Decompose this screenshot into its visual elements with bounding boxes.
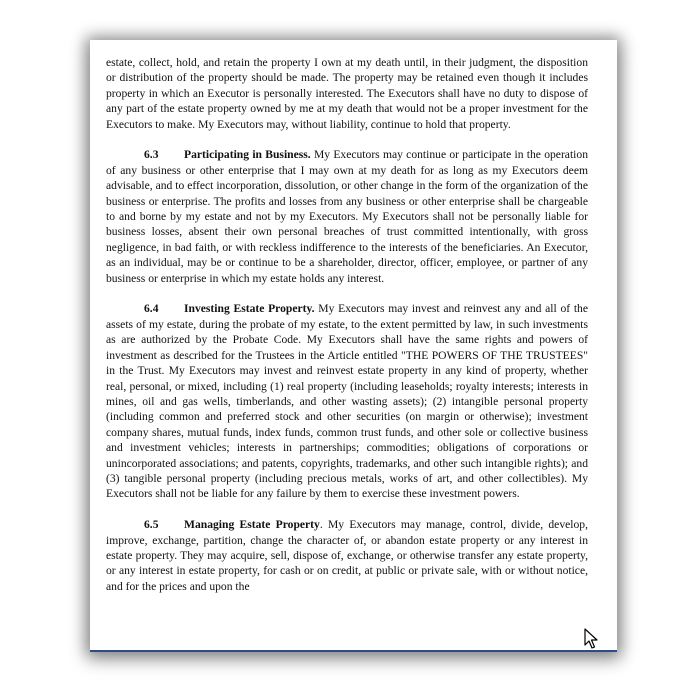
section-6-3 xyxy=(106,147,588,286)
document-body xyxy=(106,55,588,610)
page-bottom-rule xyxy=(90,650,617,652)
section-number: 6.5 xyxy=(144,518,159,532)
section-title: Investing Estate Property. xyxy=(184,302,315,316)
section-body: My Executors may continue or participate in the operation of any business or other enterprise that I may own at my death for as long as my Executors deem advisable, and to effect incorporation, dissolution, or other change in the form of the organization of the business or enterprise. The profits and losses from any business or other enterprise shall be chargeable to and borne by my estate and not by my Executors. My Executors shall not be personally liable for business losses, absent their own personal breaches of trust committed intentionally, with gross negligence, in bad faith, or with reckless indifference to the interests of the beneficiaries. An Executor, as an individual, may be or continue to be a shareholder, director, officer, employee, or partner of any business or enterprise in which my estate holds any interest. xyxy=(106,148,588,285)
section-6-4 xyxy=(106,301,588,501)
opening-paragraph: estate, collect, hold, and retain the property I own at my death until, in their judgment, the disposition or distribution of the property should be made. The property may be retained even though it includes property in which an Executor is personally interested. The Executors shall have no duty to dispose of any part of the estate property owned by me at my death that would not be a proper investment for the Executors to make. My Executors may, without liability, continue to hold that property. xyxy=(106,56,588,131)
section-number: 6.3 xyxy=(144,148,159,162)
document-page xyxy=(90,40,617,652)
section-title: Managing Estate Property xyxy=(184,518,320,532)
section-body: My Executors may invest and reinvest any and all of the assets of my estate, during the probate of my estate, to the extent permitted by law, in such investments as are authorized by the Probate Code. My Executors shall have the same rights and powers of investment as described for the Trustees in the Article entitled "THE POWERS OF THE TRUSTEES" in the Trust. My Executors may invest and reinvest estate property in any kind of property, whether real, personal, or mixed, including (1) real property (including leaseholds; royalty interests; interests in mines, oil and gas wells, timberlands, and other wasting assets); (2) intangible personal property (including common and preferred stock and other securities (on margin or otherwise); investment company shares, mutual funds, index funds, common trust funds, and other sole or collective business and investment vehicles; interests in partnerships; commodities; obligations of corporations or unincorporated associations; and patents, copyrights, trademarks, and other such intangible rights); and (3) tangible personal property (including precious metals, works of art, and other collectibles). My Executors shall not be liable for any failure by them to exercise these investment powers. xyxy=(106,302,588,501)
mouse-pointer-arrow-icon xyxy=(584,628,600,650)
section-6-5 xyxy=(106,517,588,594)
section-number: 6.4 xyxy=(144,302,159,316)
section-title: Participating in Business. xyxy=(184,148,311,162)
section-body: . My Executors may manage, control, divide, develop, improve, exchange, partition, change the character of, or abandon estate property or any interest in estate property. They may acquire, sell, dispose of, exchange, or otherwise transfer any estate property, or any interest in estate property, for cash or on credit, at public or private sale, with or without notice, and for the prices and upon the xyxy=(106,518,588,593)
